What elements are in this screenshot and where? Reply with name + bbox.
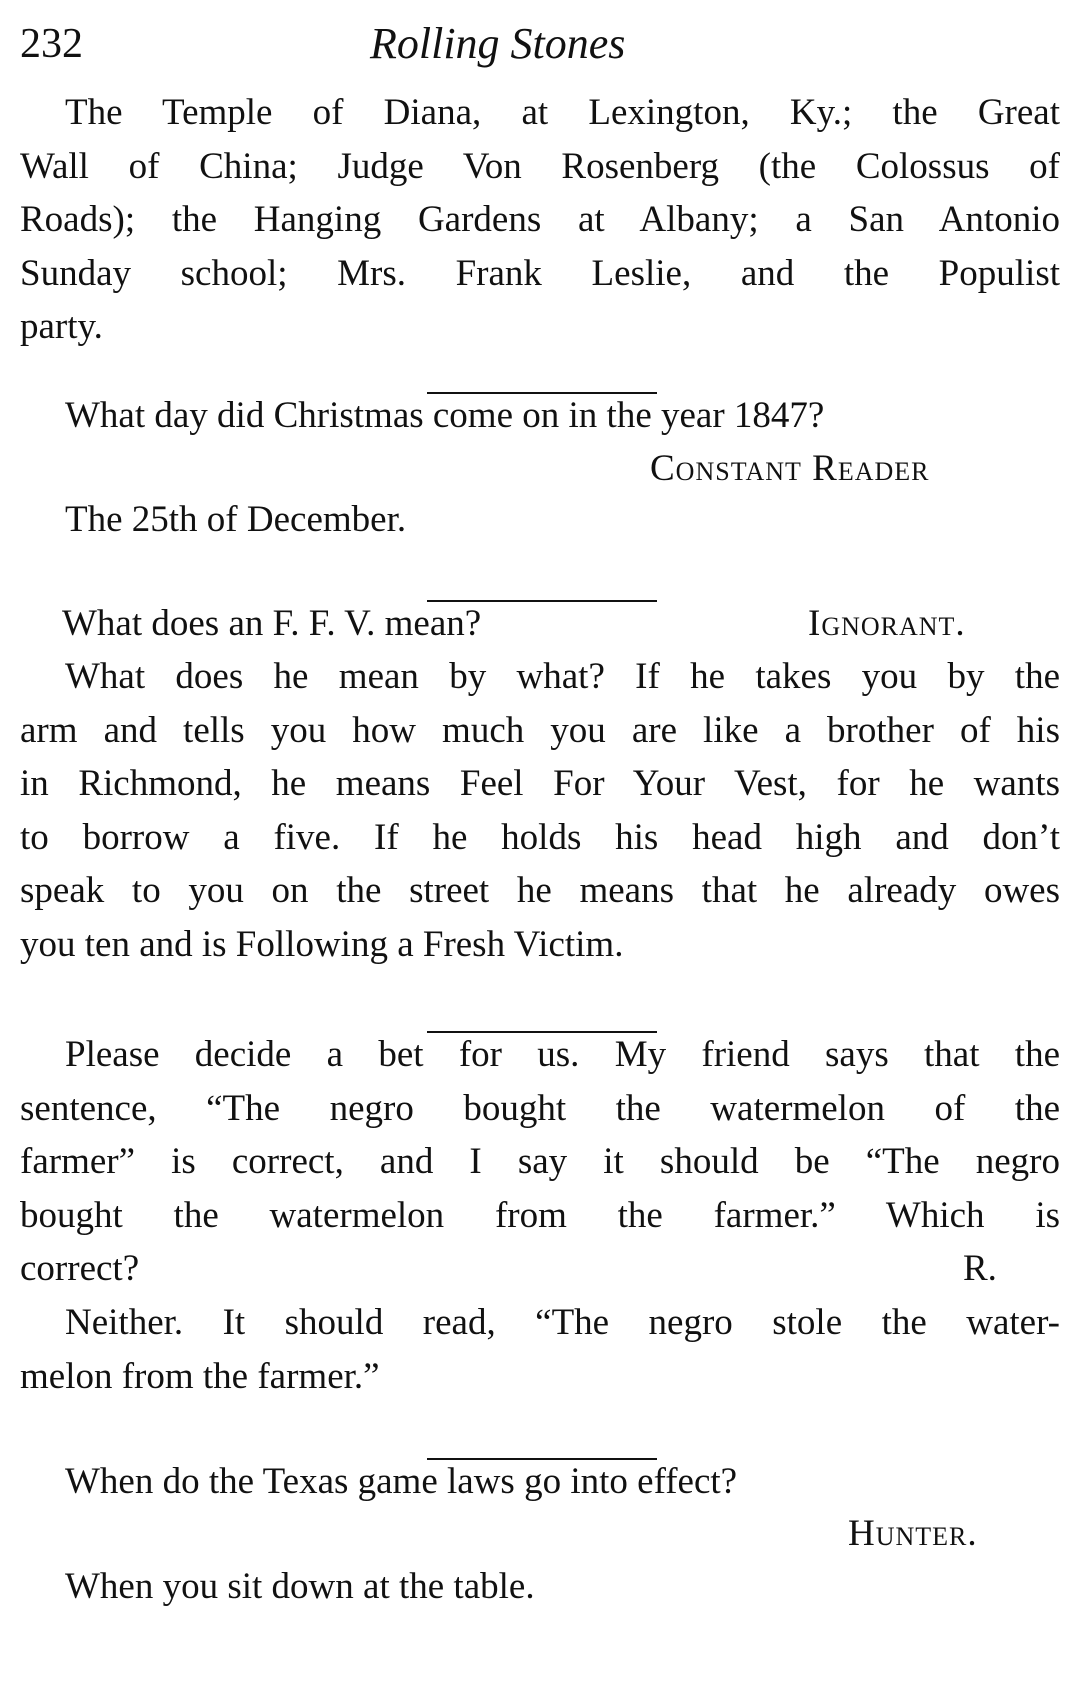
paragraph-line: Sunday school; Mrs. Frank Leslie, and the Populist — [20, 252, 1060, 294]
question-watermelon-end: correct? — [20, 1248, 140, 1289]
signature-hunter: Hunter. — [848, 1513, 978, 1554]
paragraph-line: arm and tells you how much you are like a brother of his — [20, 709, 1060, 751]
signature-r: R. — [963, 1248, 997, 1289]
answer-ffv — [20, 650, 1060, 971]
answer-christmas: The 25th of December. — [65, 499, 407, 540]
paragraph-line: bought the watermelon from the farmer.” Which is — [20, 1194, 1060, 1236]
running-title: Rolling Stones — [370, 19, 626, 68]
paragraph-line: in Richmond, he means Feel For Your Vest, for he wants — [20, 763, 1060, 804]
paragraph-line: farmer” is correct, and I say it should be “The negro — [20, 1141, 1060, 1182]
signature-ignorant: Ignorant. — [808, 603, 966, 644]
paragraph-line: party. — [20, 306, 103, 347]
paragraph-line: melon from the farmer.” — [20, 1355, 380, 1397]
paragraph-line: Roads); the Hanging Gardens at Albany; a San Antonio — [20, 199, 1060, 240]
paragraph-line: speak to you on the street he means that he already owes — [20, 870, 1060, 911]
answer-watermelon — [20, 1296, 1060, 1403]
question-ffv: What does an F. F. V. mean? — [62, 603, 482, 644]
paragraph-line: What does he mean by what? If he takes you by the — [65, 656, 1060, 697]
question-game-laws: When do the Texas game laws go into effect? — [65, 1461, 738, 1502]
paragraph-line: Neither. It should read, “The negro stole the water- — [65, 1302, 1060, 1343]
paragraph-line: Wall of China; Judge Von Rosenberg (the Colossus of — [20, 145, 1060, 187]
page-header — [20, 14, 1060, 74]
paragraph-line: Please decide a bet for us. My friend says that the — [65, 1034, 1060, 1075]
paragraph-line: you ten and is Following a Fresh Victim. — [20, 923, 624, 965]
question-christmas: What day did Christmas come on in the year 1847? — [65, 395, 825, 436]
answer-game-laws: When you sit down at the table. — [65, 1566, 535, 1607]
signature-constant-reader: Constant Reader — [650, 448, 930, 489]
paragraph-line: sentence, “The negro bought the watermelon of the — [20, 1087, 1060, 1129]
paragraph-line: to borrow a five. If he holds his head high and don’t — [20, 816, 1060, 858]
opening-paragraph — [20, 86, 1060, 354]
paragraph-line: The Temple of Diana, at Lexington, Ky.; the Great — [65, 92, 1060, 133]
question-watermelon — [20, 1028, 1060, 1242]
page-number: 232 — [20, 21, 83, 67]
